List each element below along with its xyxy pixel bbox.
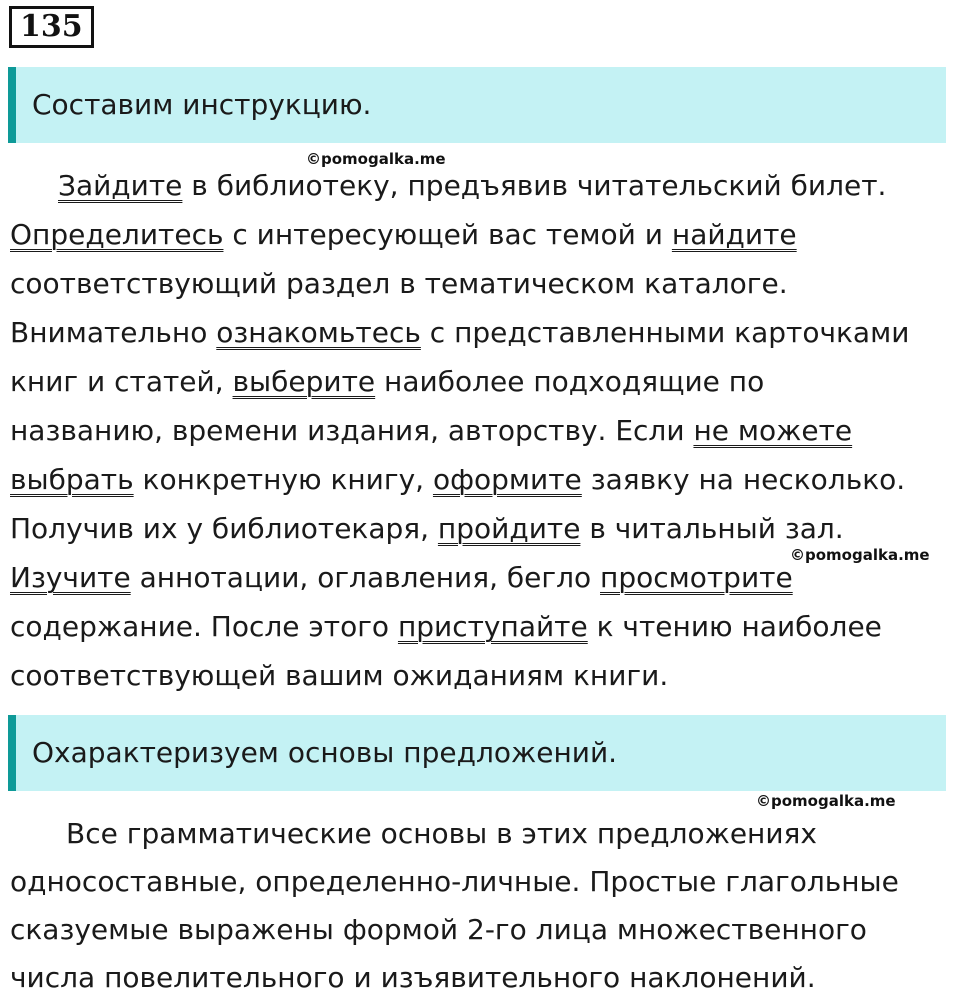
text-fragment: с интересующей вас темой и bbox=[223, 218, 672, 251]
instruction-paragraph bbox=[10, 161, 955, 700]
text-fragment: Получив их у библиотекаря, bbox=[10, 512, 438, 545]
text-fragment: к чтению наиболее bbox=[587, 610, 882, 643]
text-fragment: книг и статей, bbox=[10, 365, 233, 398]
predicate-word: приступайте bbox=[397, 610, 588, 643]
watermark: ©pomogalka.me bbox=[756, 792, 896, 810]
predicate-word: оформите bbox=[432, 463, 582, 496]
text-fragment: аннотации, оглавления, бегло bbox=[130, 561, 601, 594]
section-header-instruction bbox=[8, 67, 946, 143]
predicate-word: Изучите bbox=[10, 561, 131, 594]
section-title: Составим инструкцию. bbox=[32, 88, 372, 121]
paragraph-line: числа повелительного и изъявительного наклонений. bbox=[10, 961, 816, 994]
predicate-word: пройдите bbox=[437, 512, 581, 545]
text-fragment: соответствующий раздел в тематическом каталоге. bbox=[10, 267, 788, 300]
predicate-word: просмотрите bbox=[600, 561, 793, 594]
paragraph-line bbox=[10, 602, 955, 651]
predicate-word: выберите bbox=[232, 365, 376, 398]
text-fragment: соответствующей вашим ожиданиям книги. bbox=[10, 659, 669, 692]
predicate-word: выбрать bbox=[10, 463, 134, 496]
text-fragment: названию, времени издания, авторству. Если bbox=[10, 414, 694, 447]
paragraph-line: односоставные, определенно-личные. Простые глагольные bbox=[10, 865, 899, 898]
paragraph-line: сказуемые выражены формой 2-го лица множественного bbox=[10, 913, 867, 946]
paragraph-line bbox=[10, 308, 955, 357]
paragraph-line bbox=[10, 455, 955, 504]
text-fragment: наиболее подходящие по bbox=[375, 365, 765, 398]
paragraph-line bbox=[10, 259, 955, 308]
predicate-word: Определитесь bbox=[10, 218, 224, 251]
text-fragment: содержание. После этого bbox=[10, 610, 398, 643]
section-header-analysis bbox=[8, 715, 946, 791]
text-fragment: Внимательно bbox=[10, 316, 217, 349]
watermark: ©pomogalka.me bbox=[790, 546, 930, 564]
predicate-word: не можете bbox=[693, 414, 853, 447]
analysis-paragraph bbox=[10, 810, 955, 1002]
paragraph-line bbox=[10, 357, 955, 406]
paragraph-line bbox=[10, 406, 955, 455]
paragraph-line bbox=[10, 210, 955, 259]
text-fragment: конкретную книгу, bbox=[133, 463, 433, 496]
paragraph-line: Все грамматические основы в этих предложениях bbox=[66, 817, 817, 850]
predicate-word: найдите bbox=[671, 218, 797, 251]
paragraph-line bbox=[10, 161, 955, 210]
text-fragment: заявку на несколько. bbox=[581, 463, 906, 496]
predicate-word: Зайдите bbox=[58, 169, 183, 202]
text-fragment: в библиотеку, предъявив читательский билет. bbox=[182, 169, 887, 202]
paragraph-line bbox=[10, 651, 955, 700]
text-fragment: с представленными карточками bbox=[420, 316, 910, 349]
section-title: Охарактеризуем основы предложений. bbox=[32, 736, 618, 769]
exercise-number: 135 bbox=[9, 6, 94, 48]
watermark: ©pomogalka.me bbox=[306, 150, 446, 168]
predicate-word: ознакомьтесь bbox=[216, 316, 421, 349]
text-fragment: в читальный зал. bbox=[580, 512, 844, 545]
